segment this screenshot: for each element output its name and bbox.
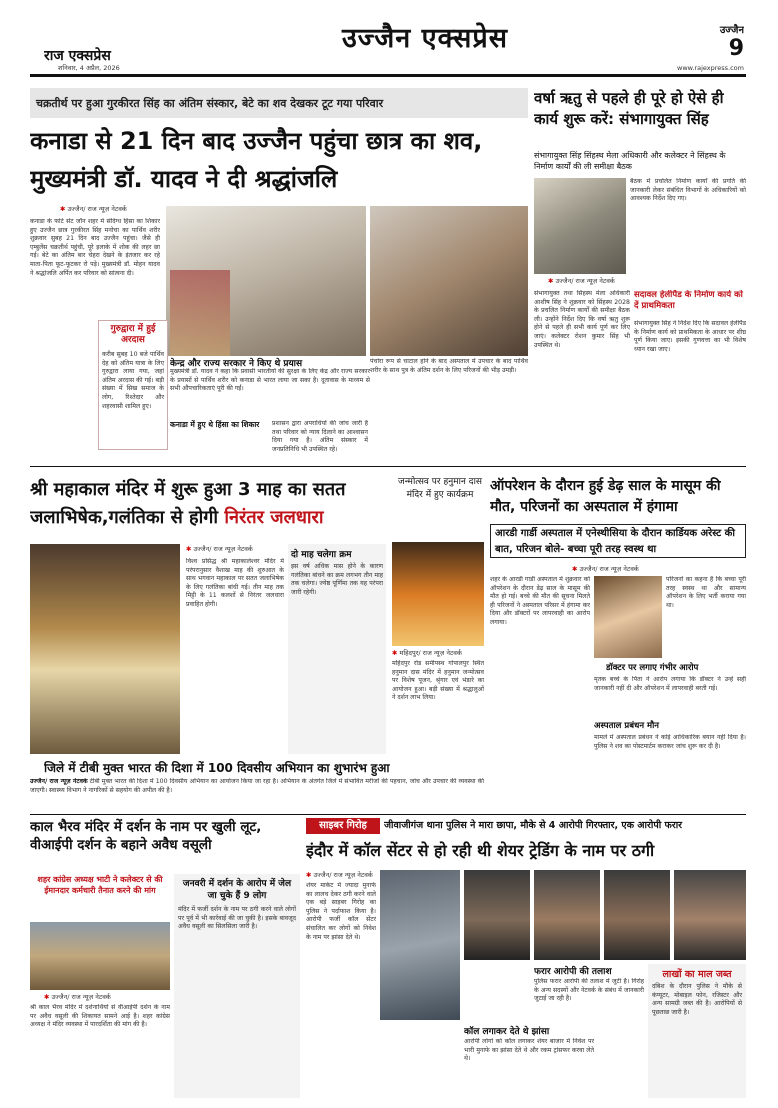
- mahakal-box: [288, 544, 386, 754]
- hospital-deck: आरडी गार्डी अस्पताल में एनेस्थीसिया के दौरान कार्डियक अरेस्ट की बात, परिजन बोले- बच्चा पूरी तरह स्वस्थ था: [490, 524, 746, 558]
- masthead: [0, 0, 778, 82]
- kalbhairav-box: [174, 874, 300, 1098]
- mahakal-photo: [30, 544, 180, 754]
- section-title: उज्जैन एक्सप्रेस: [341, 23, 508, 54]
- right-top-headline: वर्षा ऋतु से पहले ही पूरे हो ऐसे ही कार्य शुरू करें: संभागायुक्त सिंह: [534, 89, 724, 128]
- crime-photo-accused-2: [534, 870, 600, 960]
- kalbhairav-deck: शहर कांग्रेस अध्यक्ष भाटी ने कलेक्टर से की ईमानदार कर्मचारी तैनात करने की मांग: [37, 875, 163, 895]
- lead-body-1: कनाडा के फोर्ट सेंट जॉन शहर में संदिग्ध हिंसा का शिकार हुए उज्जैन छात्र गुरकीरत सिंह मनोचा का पार्थिव शरीर शुक्रवार सुबह 21 दिन बाद उज्जैन पहुंचा। जैसे ही एम्बुलेंस चक्रतीर्थ पहुंची, पूरे इलाके में शोक की लहर छा गई। बेटे का अंतिम बार चेहरा देखने के इंतजार कर रहे माता-पिता फूट-फूटकर रो पड़े। मुख्यमंत्री डॉ. मोहन यादव ने श्रद्धांजलि अर्पित कर परिवार को सांत्वना दी।: [30, 218, 160, 277]
- hanuman-byline: ✱ महिदपुर/ राज न्यूज़ नेटवर्क: [392, 649, 462, 657]
- edition-date: शनिवार, 4 अप्रैल, 2026: [58, 64, 120, 72]
- crime-kicker: जीवाजीगंज थाना पुलिस ने मारा छापा, मौके से 4 आरोपी गिरफ्तार, एक आरोपी फरार: [384, 820, 683, 831]
- lead-kicker: चक्रतीर्थ पर हुआ गुरकीरत सिंह का अंतिम संस्कार, बेटे का शव देखकर टूट गया परिवार: [36, 97, 384, 110]
- crime-box-text: दबिश के दौरान पुलिस ने मौके से कंप्यूटर, मोबाइल फोन, रजिस्टर और अन्य सामग्री जब्त की है। आरोपियों से पूछताछ जारी है।: [652, 983, 742, 1016]
- crime-headline: इंदौर में कॉल सेंटर से हो रही थी शेयर ट्रेडिंग के नाम पर ठगी: [306, 841, 655, 860]
- crime-box: [648, 964, 746, 1098]
- right-top-body: संभागायुक्त तथा सिंहस्थ मेला अधिकारी आशीष सिंह ने शुक्रवार को सिंहस्थ 2028 के प्रचलित निर्माण कार्यों की समीक्षा बैठक ली। उन्होंने निर्देश दिए कि वर्षा ऋतु शुरू होने से पहले ही सभी कार्य पूर्ण कर लिए जाएं। कलेक्टर रोशन कुमार सिंह भी उपस्थित थे।: [534, 290, 630, 349]
- crime-sub-head-2: फरार आरोपी की तलाश: [534, 967, 612, 976]
- campaign-headline: जिले में टीबी मुक्त भारत की दिशा में 100 दिवसीय अभियान का शुभारंभ हुआ: [44, 761, 390, 775]
- right-top-side-body: संभागायुक्त सिंह ने निर्देश दिए कि सदावल हेलीपैड के निर्माण कार्य को प्राथमिकता के आधार पर शीघ्र पूर्ण किया जाए। इसकी गुणवत्ता का भी विशेष ध्यान रखा जाए।: [634, 320, 746, 353]
- hospital-body: शहर के आरडी गार्डी अस्पताल में शुक्रवार को ऑपरेशन के दौरान डेढ़ साल के मासूम की मौत हो गई। बच्चे की मौत की सूचना मिलते ही परिजनों ने अस्पताल परिसर में हंगामा कर दिया और डॉक्टरों पर लापरवाही का आरोप लगाया।: [490, 576, 590, 626]
- mahakal-headline: [30, 476, 390, 538]
- website: www.rajexpress.com: [677, 64, 744, 72]
- crime-sub-text-2: पुलिस फरार आरोपी की तलाश में जुटी है। गिरोह के अन्य सदस्यों और नेटवर्क के संबंध में जानकारी जुटाई जा रही है।: [534, 978, 644, 1003]
- crime-sub-head-1: कॉल लगाकर देते थे झांसा: [464, 1027, 550, 1036]
- right-top-photo: [534, 178, 626, 274]
- gurudwara-box-title: गुरुद्वारा में हुई अरदास: [110, 324, 156, 345]
- hanuman-photo: [392, 542, 484, 646]
- divider-1: [30, 466, 746, 467]
- hospital-side-head-1: डॉक्टर पर लगाए गंभीर आरोप: [606, 663, 699, 673]
- lead-photo-mourning: [170, 270, 230, 356]
- crime-photo-accused-3: [604, 870, 670, 960]
- hospital-side-text: परिजनों का कहना है कि बच्चा पूरी तरह स्वस्थ था और सामान्य ऑपरेशन के लिए भर्ती कराया गया था।: [666, 576, 746, 609]
- hospital-byline-text: उज्जैन/ राज न्यूज़ नेटवर्क: [579, 565, 639, 573]
- lead-photo-family: [370, 206, 528, 356]
- mahakal-headline-a: श्री महाकाल मंदिर में शुरू हुआ 3 माह का सतत जलाभिषेक,गलंतिका से होगी: [30, 479, 346, 528]
- kalbhairav-photo: [30, 922, 170, 990]
- kalbhairav-box-title: जनवरी में दर्शन के आरोप में जेल जा चुके हैं 9 लोग: [182, 879, 292, 901]
- hospital-photo-child: [594, 576, 662, 658]
- lead-byline: ✱ उज्जैन/ राज न्यूज़ नेटवर्क: [60, 205, 127, 213]
- crime-tag: साइबर गिरोह: [306, 818, 380, 834]
- crime-photo-computers: [380, 870, 460, 1020]
- crime-body: शेयर मार्केट में ज्यादा मुनाफे का लालच देकर ठगी करने वाले एक बड़े साइबर गिरोह का पुलिस ने पर्दाफाश किया है। आरोपी फर्जी कॉल सेंटर संचालित कर लोगों को निवेश के नाम पर झांसा देते थे।: [306, 882, 376, 941]
- campaign-body-text: टीबी मुक्त भारत की दिशा में 100 दिवसीय अभियान का आयोजन किया जा रहा है। अभियान के अंतर्गत जिले में संभावित मरीजों की पहचान, जांच और उपचार की व्यवस्था की जाएगी। स्वास्थ्य विभाग ने नागरिकों से सहयोग की अपील की है।: [30, 778, 484, 794]
- right-top-byline: ✱ उज्जैन/ राज न्यूज़ नेटवर्क: [548, 277, 615, 285]
- hospital-side-head-2: अस्पताल प्रबंधन मौन: [594, 721, 659, 731]
- hanuman-body: महिदपुर रोड समीपस्थ गोपालपुर स्थित हनुमान दास मंदिर में हनुमान जन्मोत्सव पर विशेष पूजन, श्रृंगार एवं भंडारे का आयोजन हुआ। बड़ी संख्या में श्रद्धालुओं ने दर्शन लाभ लिया।: [392, 660, 484, 702]
- lead-byline-text: उज्जैन/ राज न्यूज़ नेटवर्क: [67, 205, 127, 213]
- brand-logo: राज एक्सप्रेस: [44, 48, 111, 62]
- kalbhairav-headline: काल भैरव मंदिर में दर्शन के नाम पर खुली लूट, वीआईपी दर्शन के बहाने अवैध वसूली: [30, 819, 262, 853]
- mahakal-box-title: दो माह चलेगा क्रम: [291, 550, 352, 560]
- mahakal-byline: ✱ उज्जैन/ राज न्यूज़ नेटवर्क: [186, 545, 253, 553]
- mahakal-byline-text: उज्जैन/ राज न्यूज़ नेटवर्क: [193, 545, 253, 553]
- lead-foot-head: कनाडा में हुए थे हिंसा का शिकार: [170, 420, 260, 429]
- kalbhairav-box-text: मंदिर में फर्जी दर्शन के नाम पर ठगी करने वाले लोगों पर पूर्व में भी कार्रवाई की जा चुकी है। इसके बावजूद अवैध वसूली का सिलसिला जारी है।: [178, 906, 296, 931]
- right-top-side-text: बैठक में प्रचलित निर्माण कार्यों की प्रगति की जानकारी लेकर संबंधित विभागों के अधिकारियों को आवश्यक निर्देश दिए गए।: [630, 178, 746, 203]
- hanuman-headline: जन्मोत्सव पर हनुमान दास मंदिर में हुए कार्यक्रम: [398, 477, 482, 500]
- masthead-rule: [30, 74, 746, 77]
- kalbhairav-byline-text: उज्जैन/ राज न्यूज़ नेटवर्क: [51, 993, 111, 1001]
- mahakal-body: विश्व प्रसिद्ध श्री महाकालेश्वर मंदिर में परंपरानुसार वैशाख माह की शुरुआत के साथ भगवान महाकाल पर सतत जलाभिषेक के लिए गलंतिका बांधी गई। तीन माह तक मिट्टी के 11 कलशों से निरंतर जलधारा प्रवाहित होगी।: [186, 558, 284, 608]
- hospital-byline: ✱ उज्जैन/ राज न्यूज़ नेटवर्क: [572, 565, 639, 573]
- gurudwara-box: [98, 320, 168, 450]
- crime-byline-text: उज्जैन/ राज न्यूज़ नेटवर्क: [313, 871, 373, 879]
- lead-sub-head: केन्द्र और राज्य सरकार ने किए थे प्रयास: [170, 359, 303, 368]
- lead-photo-caption: पंचोरा रूप से चाटाल होने के बाद अस्पताल में उपचार के बाद पार्थिव शरीर के साथ पुत्र के अंतिम दर्शन के लिए परिजनों की भीड़ उमड़ी।: [370, 358, 528, 374]
- gurudwara-box-text: करीब सुबह 10 बजे पार्थिव देह को अंतिम यात्रा के लिए गुरुद्वारा लाया गया, जहां अंतिम अरदास की गई। बड़ी संख्या में सिख समाज के लोग, रिश्तेदार और शहरवासी शामिल हुए।: [102, 351, 164, 410]
- hospital-side-text-1: मृतक बच्चे के पिता ने आरोप लगाया कि डॉक्टर ने उन्हें सही जानकारी नहीं दी और ऑपरेशन में लापरवाही बरती गई।: [594, 676, 746, 692]
- kalbhairav-body: श्री काल भैरव मंदिर में दर्शनार्थियों से वीआईपी दर्शन के नाम पर अवैध वसूली की शिकायत सामने आई है। शहर कांग्रेस अध्यक्ष ने मंदिर व्यवस्था में पारदर्शिता की मांग की है।: [30, 1004, 170, 1029]
- hospital-side-text-2: मामले में अस्पताल प्रबंधन ने कोई आधिकारिक बयान नहीं दिया है। पुलिस ने शव का पोस्टमार्टम कराकर जांच शुरू कर दी है।: [594, 734, 746, 750]
- crime-photo-accused-4: [674, 870, 746, 960]
- campaign-byline: उज्जैन/ राज न्यूज़ नेटवर्क: [30, 778, 88, 785]
- right-top-side-head: सदावल हेलीपैड के निर्माण कार्य को दें प्राथमिकता: [634, 290, 743, 311]
- crime-byline: ✱ उज्जैन/ राज न्यूज़ नेटवर्क: [306, 871, 373, 879]
- right-top-byline-text: उज्जैन/ राज न्यूज़ नेटवर्क: [555, 277, 615, 285]
- divider-2: [30, 814, 746, 815]
- crime-photo-accused-1: [464, 870, 530, 960]
- lead-sub-text: मुख्यमंत्री डॉ. यादव ने कहा कि प्रवासी भारतीयों की सुरक्षा के लिए केंद्र और राज्य सरकार के प्रयासों से पार्थिव शरीर को कनाडा से भारत लाया जा सका है। दूतावास के माध्यम से सभी औपचारिकताएं पूरी की गईं।: [170, 368, 370, 393]
- kalbhairav-byline: ✱ उज्जैन/ राज न्यूज़ नेटवर्क: [44, 993, 111, 1001]
- lead-body-2: प्रशासन द्वारा अपराधियों की जांच जारी है तथा परिवार को न्याय दिलाने का आश्वासन दिया गया है। अंतिम संस्कार में जनप्रतिनिधि भी उपस्थित रहे।: [272, 420, 368, 453]
- mahakal-headline-b: निरंतर जलधारा: [224, 507, 324, 528]
- mahakal-box-text: इस वर्ष अधिक मास होने के कारण गलंतिका बांधने का क्रम लगभग तीन माह तक चलेगा। ज्येष्ठ पूर्णिमा तक यह परंपरा जारी रहेगी।: [291, 563, 383, 596]
- hospital-headline: ऑपरेशन के दौरान हुई डेढ़ साल के मासूम की मौत, परिजनों का अस्पताल में हंगामा: [490, 478, 721, 515]
- crime-sub-text-1: आरोपी लोगों को कॉल लगाकर शेयर बाजार में निवेश पर भारी मुनाफे का झांसा देते थे और रकम ट्रांसफर करवा लेते थे।: [464, 1038, 594, 1063]
- right-top-deck: संभागायुक्त सिंह सिंहस्थ मेला अधिकारी और कलेक्टर ने सिंहस्थ के निर्माण कार्यों की ली समीक्षा बैठक: [534, 151, 726, 171]
- city-label: उज्जैन: [719, 25, 744, 36]
- crime-box-title: लाखों का माल जब्त: [662, 969, 732, 980]
- page-number: 9: [728, 36, 744, 61]
- lead-kicker-bar: [30, 88, 528, 118]
- hanuman-byline-text: महिदपुर/ राज न्यूज़ नेटवर्क: [399, 649, 462, 657]
- lead-headline: कनाडा से 21 दिन बाद उज्जैन पहुंचा छात्र का शव, मुख्यमंत्री डॉ. यादव ने दी श्रद्धांजलि: [30, 127, 483, 193]
